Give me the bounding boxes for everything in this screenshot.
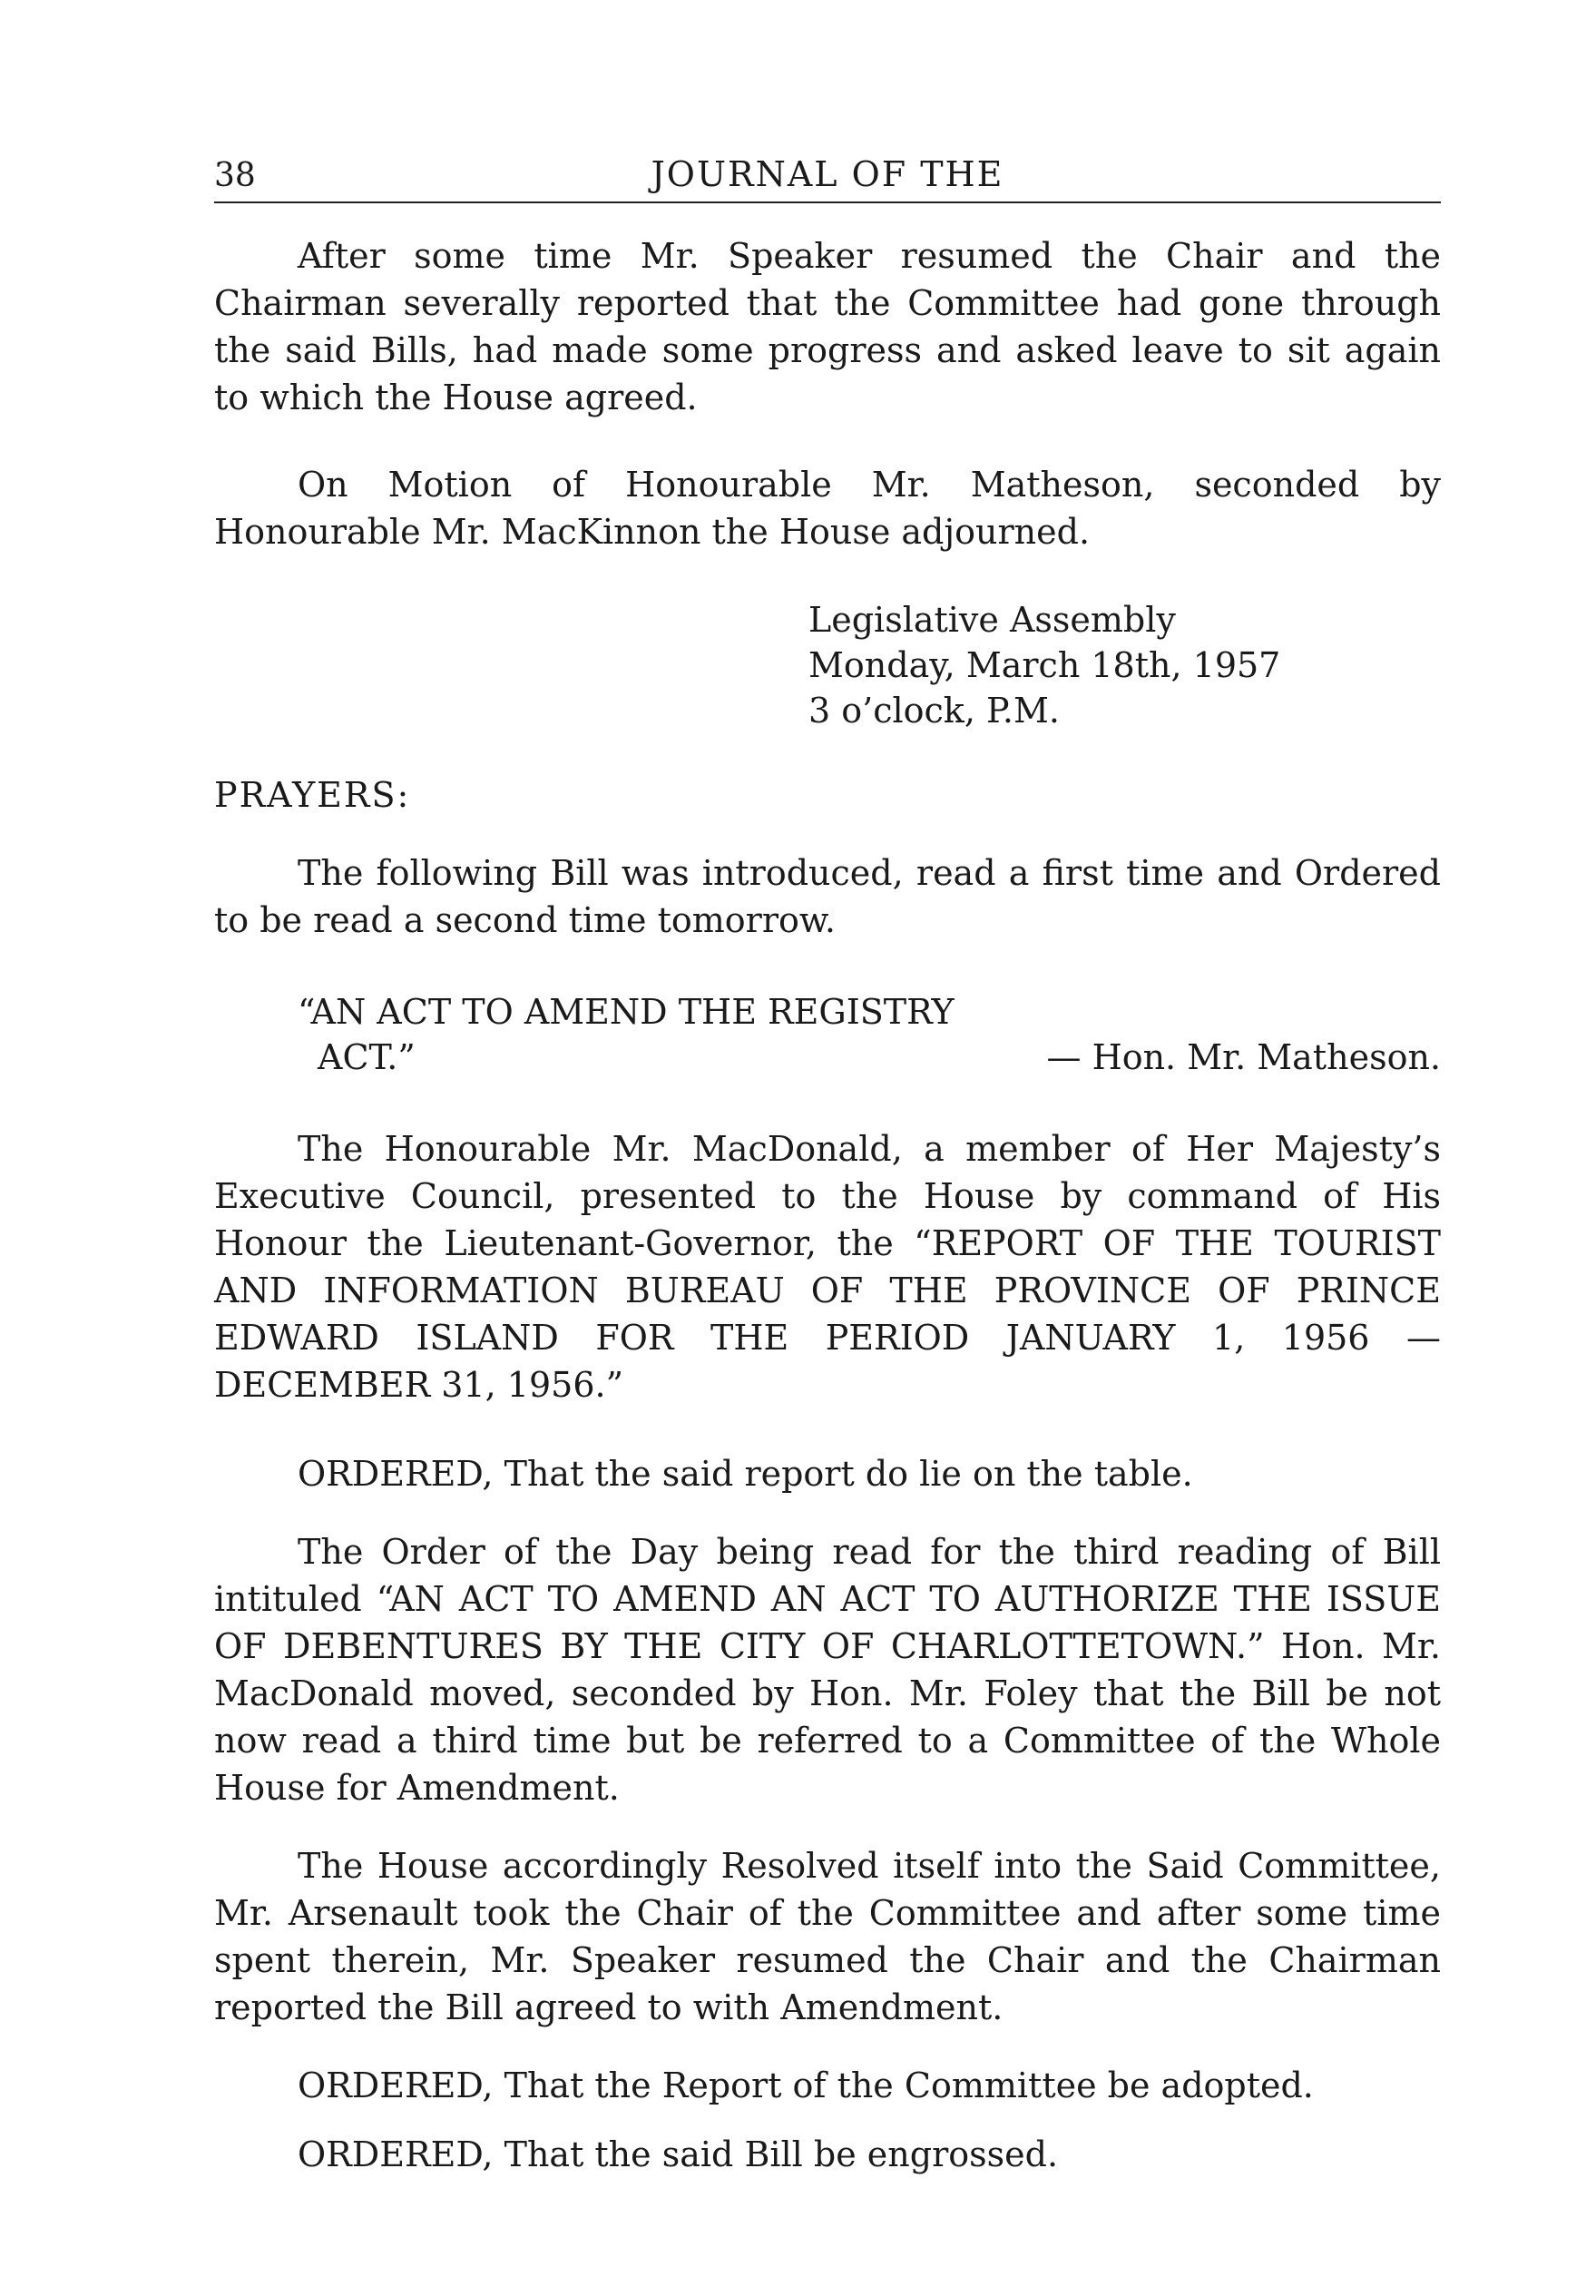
bill-entry — [298, 989, 1441, 1080]
paragraph-ordered-lie-on-table: ORDERED, That the said report do lie on the table. — [298, 1454, 1193, 1494]
running-head: JOURNAL OF THE — [651, 154, 1004, 194]
bill-sponsor: — Hon. Mr. Matheson. — [1046, 1037, 1441, 1077]
page-number: 38 — [214, 157, 256, 194]
bill-title-line-2-row — [298, 1035, 1441, 1080]
journal-page — [214, 145, 1441, 2178]
paragraph-third-reading: The Order of the Day being read for the third reading of Bill intituled “AN ACT TO AMEND AN ACT TO AUTHORIZE THE ISSUE OF DEBENTURES BY THE CITY OF CHARLOTTETOWN.” Hon. Mr. MacDonald moved, seconded by Hon. Mr. Foley that the Bill be not now read a third time but be referred to a Committee of the Whole House for Amendment. — [214, 1532, 1441, 1808]
paragraph-ordered-engrossed: ORDERED, That the said Bill be engrossed. — [298, 2134, 1059, 2174]
paragraph-bill-introduced: The following Bill was introduced, read a first time and Ordered to be read a second time tomorrow. — [214, 853, 1441, 940]
paragraph-committee-report: After some time Mr. Speaker resumed the Chair and the Chairman severally reported that the Committee had gone through the said Bills, had made some progress and asked leave to sit again to which the House agreed. — [214, 236, 1441, 417]
prayers-heading: PRAYERS: — [214, 775, 411, 815]
sitting-dateline — [808, 597, 1441, 733]
bill-title-line-1: “AN ACT TO AMEND THE REGISTRY — [298, 992, 955, 1032]
paragraph-committee-resolved: The House accordingly Resolved itself into the Said Committee, Mr. Arsenault took the Chair of the Committee and after some time spent therein, Mr. Speaker resumed the Chair and the Chairman reported the Bill agreed to with Amendment. — [214, 1846, 1441, 2027]
dateline-time: 3 o’clock, P.M. — [808, 691, 1060, 731]
dateline-assembly: Legislative Assembly — [808, 600, 1176, 640]
paragraph-tourist-report: The Honourable Mr. MacDonald, a member of Her Majesty’s Executive Council, presented to the House by command of His Honour the Lieutenant-Governor, the “REPORT OF THE TOURIST AND INFORMATION BUREAU OF THE PROVINCE OF PRINCE EDWARD ISLAND FOR THE PERIOD JANUARY 1, 1956 — DECEMBER 31, 1956.” — [214, 1129, 1441, 1405]
bill-title-line-2: ACT.” — [318, 1037, 416, 1077]
paragraph-ordered-report-adopted: ORDERED, That the Report of the Committee be adopted. — [298, 2065, 1314, 2105]
paragraph-adjournment: On Motion of Honourable Mr. Matheson, seconded by Honourable Mr. MacKinnon the House adjourned. — [214, 465, 1441, 552]
page-header — [214, 145, 1441, 203]
dateline-date: Monday, March 18th, 1957 — [808, 645, 1281, 685]
